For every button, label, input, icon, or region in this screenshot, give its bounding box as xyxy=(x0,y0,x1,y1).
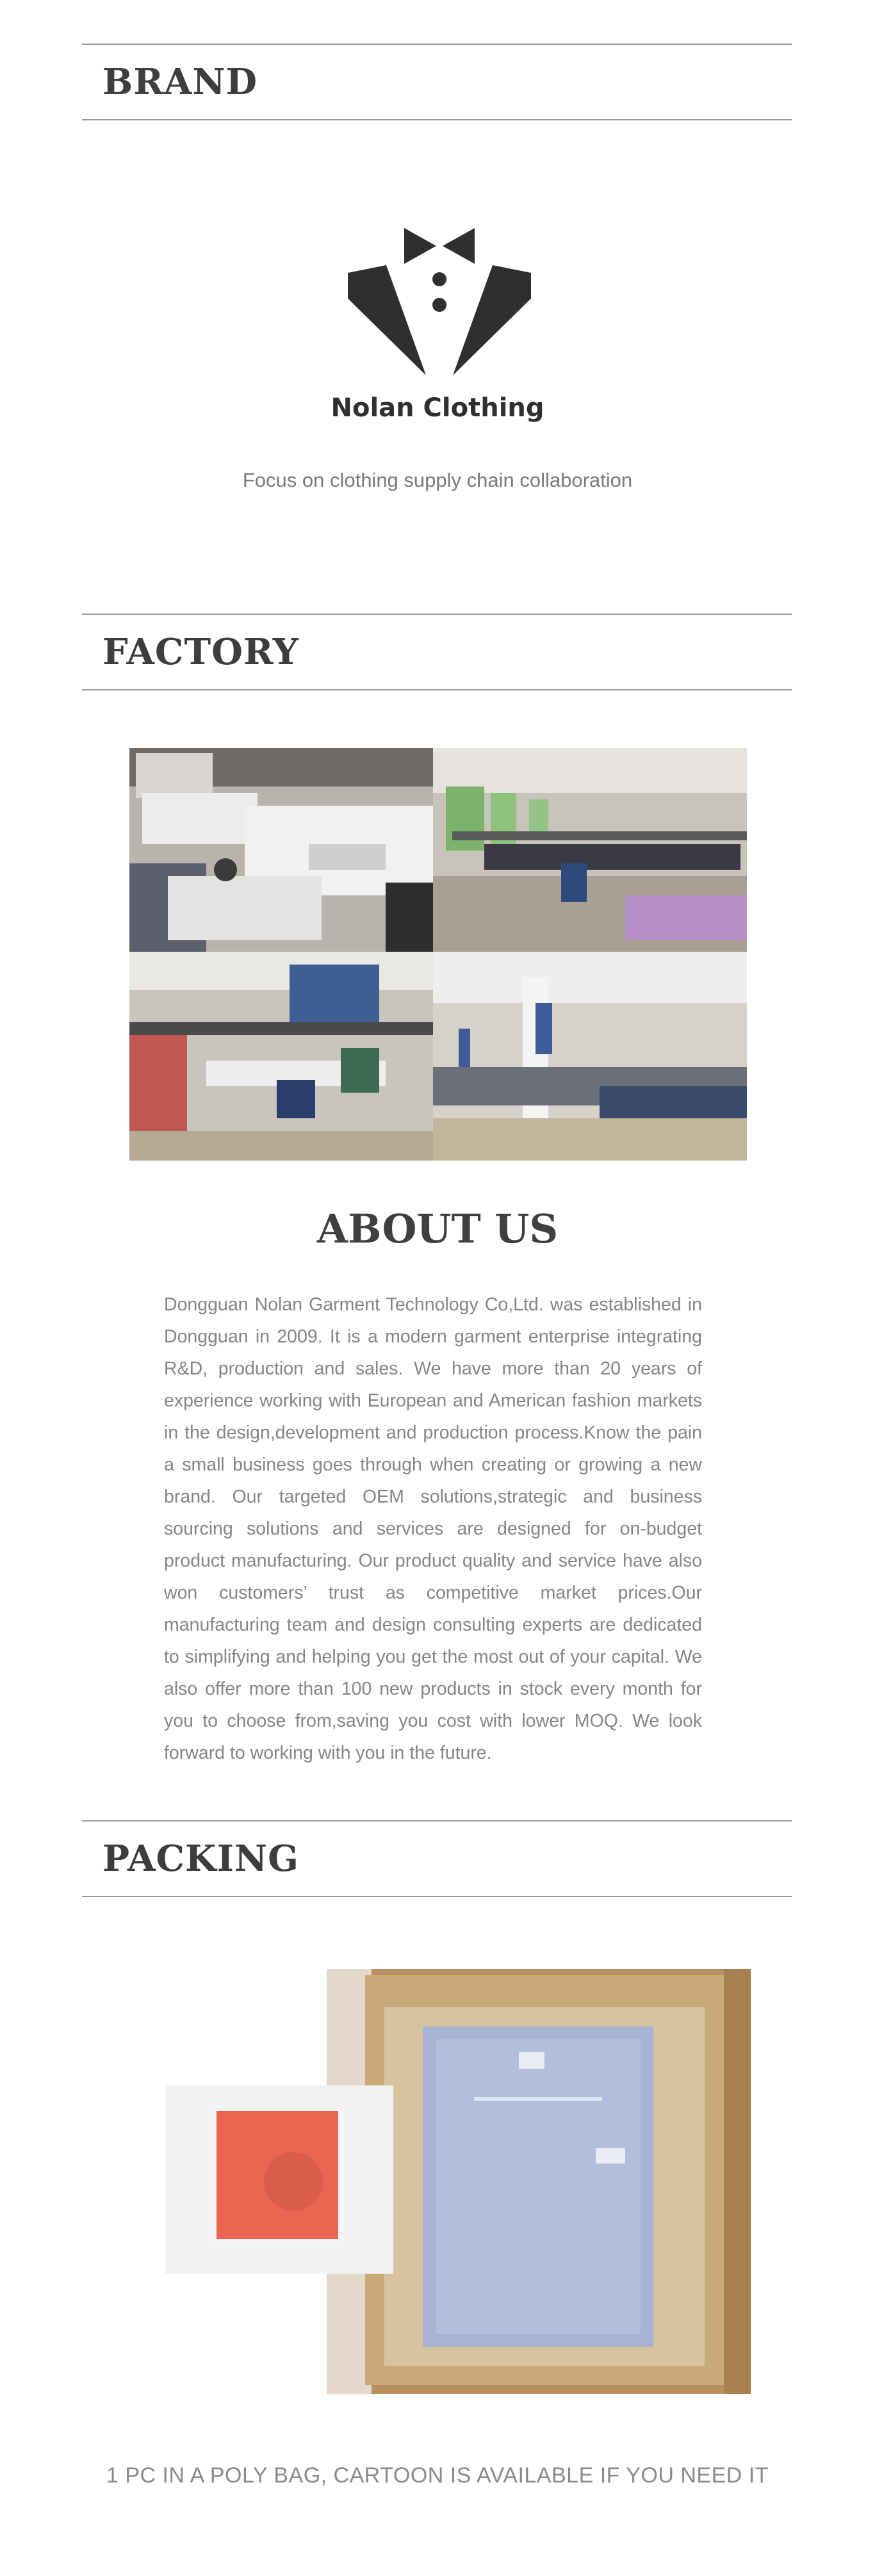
packing-red-garment-photo xyxy=(165,2085,393,2274)
brand-rule-top xyxy=(82,44,792,45)
packing-caption: 1 PC IN A POLY BAG, CARTOON IS AVAILABLE IF YOU NEED IT xyxy=(106,2463,769,2488)
packing-rule-bottom xyxy=(82,1896,792,1897)
factory-rule-bottom xyxy=(82,689,792,690)
factory-photo-grid xyxy=(129,748,747,1161)
about-body-text: Dongguan Nolan Garment Technology Co,Ltd. was established in Dongguan in 2009. It is a modern garment enterprise integrating R&D, production and sales. We have more than 20 years of experience working with European and American fashion markets in the design,development and production process.Know the pain a small business goes through when creating or growing a new brand. Our targeted OEM solutions,strategic and business sourcing solutions and services are designed for on-budget product manufacturing. Our product quality and service have also won customers’ trust as competitive market prices.Our manufacturing team and design consulting experts are dedicated to simplifying and helping you get the most out of your capital. We also offer more than 100 new products in stock every month for you to choose from,saving you cost with lower MOQ. We look forward to working with you in the future. xyxy=(164,1294,702,1763)
button-bottom-icon xyxy=(432,298,446,312)
brand-section-title: BRAND xyxy=(102,61,258,103)
factory-photo-sewing-workers xyxy=(129,952,433,1161)
factory-section-title: FACTORY xyxy=(102,631,299,673)
button-top-icon xyxy=(432,272,446,286)
bow-tie-right-icon xyxy=(443,228,475,264)
lapel-left-icon xyxy=(348,265,426,375)
tuxedo-logo-icon xyxy=(348,228,531,375)
factory-photo-sewing-machine xyxy=(129,748,433,952)
factory-rule-top xyxy=(82,614,792,615)
factory-photo-production-floor xyxy=(433,748,747,952)
bow-tie-left-icon xyxy=(404,228,436,264)
brand-tagline: Focus on clothing supply chain collaboration xyxy=(242,469,633,491)
about-section-title: ABOUT US xyxy=(316,1205,559,1252)
packing-rule-top xyxy=(82,1820,792,1822)
factory-photo-workshop-hall xyxy=(433,952,747,1161)
lapel-right-icon xyxy=(453,265,531,375)
brand-rule-bottom xyxy=(82,119,792,120)
packing-section-title: PACKING xyxy=(102,1838,299,1880)
brand-logo-name: Nolan Clothing xyxy=(331,393,544,423)
